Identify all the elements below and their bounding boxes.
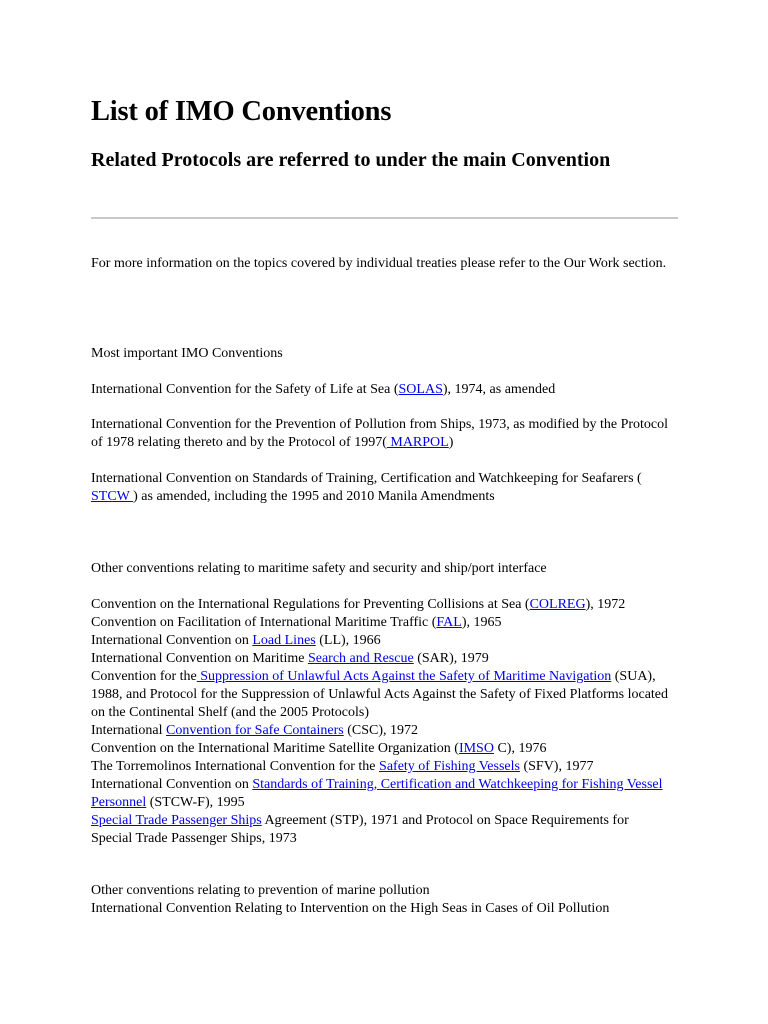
entry-text: International Convention on Standards of Training, Certification and Watchkeeping for Seafarers (	[91, 471, 642, 486]
entry-text: ), 1965	[461, 615, 502, 630]
entry-sua	[91, 668, 671, 722]
entry-text: International Convention on Maritime	[91, 651, 308, 666]
entry-text: (SUA), 1988, and Protocol for the Suppression of Unlawful Acts Against the Safety of Fixed Platforms located on the Continental Shelf (and the 2005 Protocols)	[91, 669, 669, 720]
entry-sfv	[91, 758, 671, 776]
entry-text: ) as amended, including the 1995 and 2010 Manila Amendments	[133, 489, 495, 504]
pollution-conventions-list	[91, 882, 671, 918]
entry-text: (SAR), 1979	[413, 651, 489, 666]
safety-conventions-list	[91, 596, 671, 848]
entry-intervention: International Convention Relating to Intervention on the High Seas in Cases of Oil Pollution	[91, 901, 610, 916]
entry-text: International	[91, 723, 167, 738]
link-csc[interactable]: Convention for Safe Containers	[166, 723, 344, 738]
entry-text: Agreement (STP), 1971 and Protocol on Space Requirements for Special Trade Passenger Ships, 1973	[91, 813, 629, 846]
section-heading-important: Most important IMO Conventions	[91, 346, 283, 361]
entry-text: Convention on Facilitation of International Maritime Traffic (	[91, 615, 437, 630]
link-sfv[interactable]: Safety of Fishing Vessels	[379, 759, 520, 774]
link-solas[interactable]: SOLAS	[398, 382, 443, 397]
intro-paragraph: For more information on the topics covered by individual treaties please refer to the Our Work section.	[91, 256, 667, 271]
entry-imso	[91, 740, 671, 758]
entry-text: )	[448, 435, 454, 450]
entry-text: (STCW-F), 1995	[146, 795, 245, 810]
entry-stcw-f	[91, 776, 671, 812]
entry-text: International Convention for the Prevention of Pollution from Ships, 1973, as modified by the Protocol of 1978 relating thereto and by the Protocol of 1997(	[91, 417, 669, 450]
entry-stp	[91, 812, 671, 848]
page-title: List of IMO Conventions	[91, 96, 392, 127]
link-imso[interactable]: IMSO	[458, 741, 494, 756]
horizontal-rule	[91, 217, 678, 219]
link-marpol[interactable]: MARPOL	[386, 435, 449, 450]
entry-text: ), 1972	[585, 597, 626, 612]
entry-text: Convention on the International Maritime Satellite Organization (	[91, 741, 459, 756]
section-heading-safety: Other conventions relating to maritime safety and security and ship/port interface	[91, 561, 547, 576]
entry-text: (CSC), 1972	[343, 723, 419, 738]
link-search-and-rescue[interactable]: Search and Rescue	[307, 651, 414, 666]
entry-text: Convention for the	[91, 669, 197, 684]
link-fal[interactable]: FAL	[436, 615, 462, 630]
entry-load-lines	[91, 632, 671, 650]
entry-colreg	[91, 596, 671, 614]
entry-stcw	[91, 470, 671, 506]
entry-text: ), 1974, as amended	[442, 382, 556, 397]
link-stcw-f[interactable]: Standards of Training, Certification and Watchkeeping for Fishing Vessel Personnel	[91, 777, 663, 810]
entry-solas	[91, 381, 671, 399]
entry-text: International Convention for the Safety of Life at Sea (	[91, 382, 399, 397]
entry-sar	[91, 650, 671, 668]
entry-marpol	[91, 416, 671, 452]
entry-text: (LL), 1966	[315, 633, 381, 648]
entry-text: (SFV), 1977	[519, 759, 594, 774]
link-colreg[interactable]: COLREG	[529, 597, 586, 612]
link-load-lines[interactable]: Load Lines	[252, 633, 316, 648]
link-sua[interactable]: Suppression of Unlawful Acts Against the Safety of Maritime Navigation	[196, 669, 612, 684]
link-stcw[interactable]: STCW	[91, 489, 134, 504]
entry-text: The Torremolinos International Convention for the	[91, 759, 380, 774]
section-heading-pollution: Other conventions relating to prevention of marine pollution	[91, 883, 430, 898]
entry-fal	[91, 614, 671, 632]
entry-text: Convention on the International Regulations for Preventing Collisions at Sea (	[91, 597, 530, 612]
page-subtitle: Related Protocols are referred to under the main Convention	[91, 149, 611, 171]
entry-text: International Convention on	[91, 633, 253, 648]
link-stp[interactable]: Special Trade Passenger Ships	[91, 813, 262, 828]
entry-text: International Convention on	[91, 777, 253, 792]
entry-csc	[91, 722, 671, 740]
entry-text: C), 1976	[493, 741, 547, 756]
